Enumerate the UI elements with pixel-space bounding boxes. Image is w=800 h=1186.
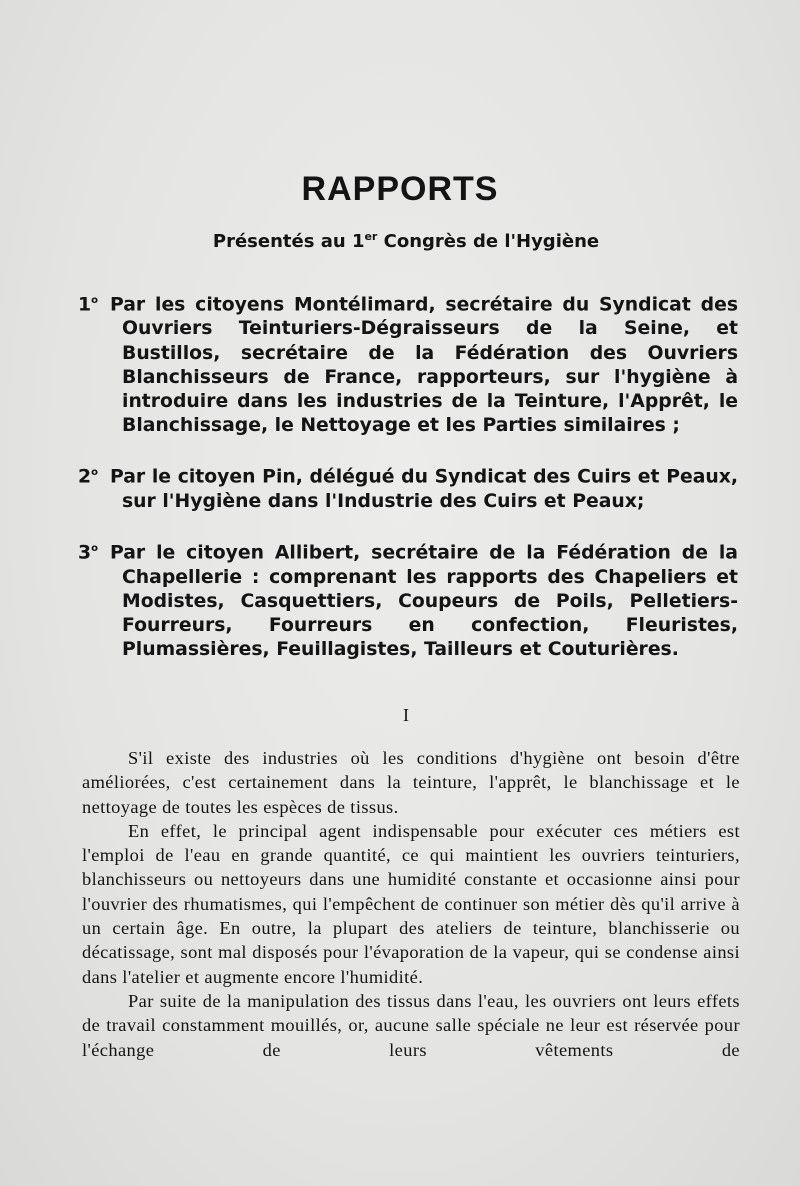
report-item-text: Par le citoyen Pin, délégué du Syndicat des Cuirs et Peaux, sur l'Hygiène dans l'Industrie des Cuirs et Peaux; — [110, 466, 738, 512]
report-item-number: 2$^o$ — [78, 466, 98, 488]
report-item — [78, 537, 738, 662]
report-list — [78, 289, 738, 685]
body-text — [82, 746, 740, 1062]
body-paragraph: Par suite de la manipulation des tissus dans l'eau, les ouvriers ont leurs effets de travail constamment mouillés, or, aucune salle spéciale ne leur est réservée pour l'échange de leurs vêtements de — [82, 990, 740, 1060]
subtitle-text-after: Congrès de l'Hygiène — [377, 231, 600, 252]
report-item — [78, 461, 738, 514]
ordinal-mark: o — [91, 543, 98, 555]
ordinal-mark: o — [91, 295, 98, 306]
report-item-text: Par les citoyens Montélimard, secrétaire du Syndicat des Ouvriers Teinturiers-Dégraisseurs de la Seine, et Bustillos, secrétaire de la Fédération des Ouvriers Blanchisseurs de France, rapporteurs, sur l'hygiène à introduire dans les industries de la Teinture, l'Apprêt, le Blanchissage, le Nettoyage et les Parties similaires ; — [110, 294, 738, 437]
report-item-number: 3$^o$ — [78, 542, 98, 564]
report-item-number: 1$^o$ — [78, 294, 98, 316]
page-title: RAPPORTS — [301, 170, 499, 208]
page-subtitle — [0, 230, 800, 252]
subtitle-text-before: Présentés au 1 — [212, 231, 365, 252]
ordinal-mark: o — [91, 467, 98, 479]
body-paragraph: S'il existe des industries où les conditions d'hygiène ont besoin d'être améliorées, c'est certainement dans la teinture, l'apprêt, le blanchissage et le nettoyage de toutes les espèces de tissus. — [82, 748, 740, 817]
report-item-text: Par le citoyen Allibert, secrétaire de la Fédération de la Chapellerie : comprenant les rapports des Chapeliers et Modistes, Casquettiers, Coupeurs de Poils, Pelletiers-Fourreurs, Fourreurs en confection, Fleuristes, Plumassières, Feuillagistes, Tailleurs et Couturières. — [110, 542, 738, 661]
subtitle-superscript: er — [364, 230, 378, 243]
report-item — [78, 289, 738, 438]
body-paragraph: En effet, le principal agent indispensable pour exécuter ces métiers est l'emploi de l'eau en grande quantité, ce qui maintient les ouvriers teinturiers, blanchisseurs ou nettoyeurs dans une humidité constante et occasionne ainsi pour l'ouvrier des rhumatismes, qui l'empêchent de continuer son métier dès qu'il arrive à un certain âge. En outre, la plupart des ateliers de teinture, blanchisserie ou décatissage, sont mal disposés pour l'évaporation de la vapeur, qui se condense ainsi dans l'atelier et augmente encore l'humidité. — [82, 820, 740, 987]
section-number: I — [403, 705, 409, 725]
